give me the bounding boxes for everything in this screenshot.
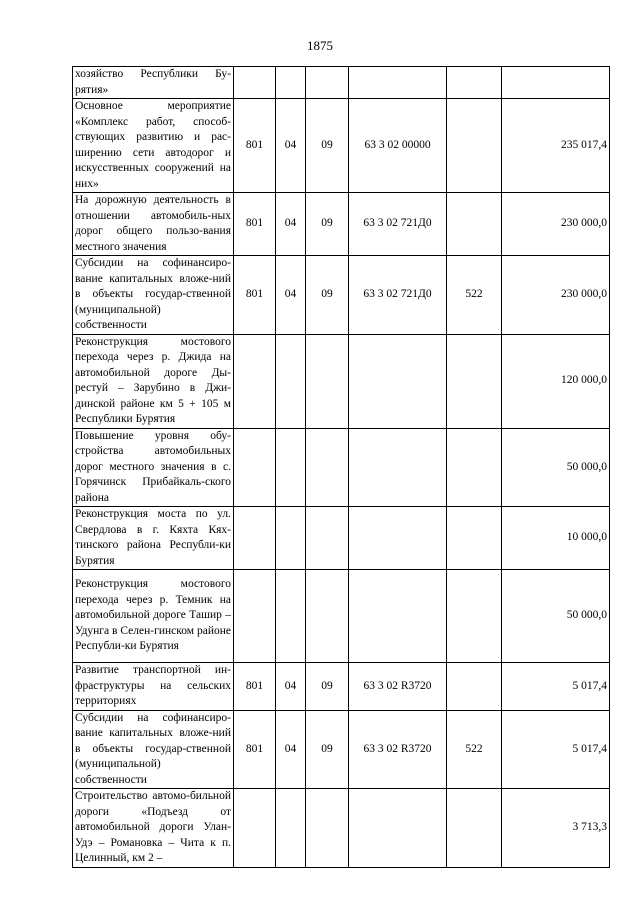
subsection-code: 09 (306, 99, 349, 193)
section-code (276, 334, 306, 428)
row-description: Строительство автомо-бильной дороги «Подъезд от автомобильной дороги Улан-Удэ – Романовка – Чита к п. Целинный, км 2 – (73, 789, 234, 868)
admin-code (234, 428, 276, 507)
row-description: Развитие транспортной ин-фраструктуры на сельских территориях (73, 663, 234, 711)
budget-table (72, 66, 610, 868)
row-description: Субсидии на софинансиро-вание капитальных вложе-ний в объекты государ-ственной (муниципальной) собственности (73, 256, 234, 335)
row-description: хозяйство Республики Бу-рятия» (73, 67, 234, 99)
expense-type (447, 507, 502, 570)
row-description: Основное мероприятие «Комплекс работ, способ-ствующих развитию и рас-ширению сети автодорог и искусственных сооружений на них» (73, 99, 234, 193)
expense-type (447, 570, 502, 663)
page-number: 1875 (307, 38, 333, 53)
target-code (349, 507, 447, 570)
target-code (349, 428, 447, 507)
subsection-code (306, 570, 349, 663)
admin-code: 801 (234, 99, 276, 193)
expense-type (447, 99, 502, 193)
target-code: 63 3 02 00000 (349, 99, 447, 193)
row-description: Реконструкция моста по ул. Свердлова в г. Кяхта Кях-тинского района Республи-ки Бурятия (73, 507, 234, 570)
expense-type (447, 193, 502, 256)
amount: 230 000,0 (502, 256, 610, 335)
expense-type (447, 334, 502, 428)
admin-code: 801 (234, 193, 276, 256)
admin-code (234, 507, 276, 570)
subsection-code: 09 (306, 256, 349, 335)
section-code (276, 507, 306, 570)
amount: 5 017,4 (502, 710, 610, 789)
expense-type (447, 789, 502, 868)
admin-code (234, 334, 276, 428)
section-code: 04 (276, 663, 306, 711)
amount: 50 000,0 (502, 428, 610, 507)
admin-code: 801 (234, 256, 276, 335)
subsection-code (306, 507, 349, 570)
amount: 10 000,0 (502, 507, 610, 570)
subsection-code: 09 (306, 710, 349, 789)
target-code: 63 3 02 R3720 (349, 663, 447, 711)
amount: 5 017,4 (502, 663, 610, 711)
row-description: Реконструкция мостового перехода через р. Джида на автомобильной дороге Ды-рестуй – Зарубино в Джи-динской районе км 5 + 105 м Республики Бурятия (73, 334, 234, 428)
target-code (349, 334, 447, 428)
amount (502, 67, 610, 99)
expense-type (447, 428, 502, 507)
target-code: 63 3 02 721Д0 (349, 193, 447, 256)
subsection-code: 09 (306, 193, 349, 256)
amount: 235 017,4 (502, 99, 610, 193)
section-code: 04 (276, 256, 306, 335)
amount: 3 713,3 (502, 789, 610, 868)
row-description: Реконструкция мостового перехода через р. Темник на автомобильной дороге Ташир – Удунга в Селен-гинском районе Республи-ки Бурятия (73, 570, 234, 663)
admin-code: 801 (234, 710, 276, 789)
expense-type (447, 67, 502, 99)
subsection-code (306, 67, 349, 99)
amount: 230 000,0 (502, 193, 610, 256)
section-code: 04 (276, 193, 306, 256)
section-code: 04 (276, 710, 306, 789)
target-code (349, 67, 447, 99)
admin-code: 801 (234, 663, 276, 711)
row-description: Субсидии на софинансиро-вание капитальных вложе-ний в объекты государ-ственной (муниципальной) собственности (73, 710, 234, 789)
table-row (73, 789, 610, 868)
amount: 50 000,0 (502, 570, 610, 663)
table-row (73, 710, 610, 789)
row-description: На дорожную деятельность в отношении автомобиль-ных дорог общего пользо-вания местного значения (73, 193, 234, 256)
expense-type: 522 (447, 710, 502, 789)
table-row (73, 256, 610, 335)
expense-type (447, 663, 502, 711)
section-code (276, 428, 306, 507)
admin-code (234, 570, 276, 663)
admin-code (234, 67, 276, 99)
amount: 120 000,0 (502, 334, 610, 428)
section-code (276, 67, 306, 99)
table-row (73, 663, 610, 711)
target-code: 63 3 02 721Д0 (349, 256, 447, 335)
row-description: Повышение уровня обу-стройства автомобильных дорог местного значения в с. Горячинск Прибайкаль-ского района (73, 428, 234, 507)
subsection-code (306, 334, 349, 428)
section-code (276, 789, 306, 868)
section-code (276, 570, 306, 663)
expense-type: 522 (447, 256, 502, 335)
table-row (73, 67, 610, 99)
table-row (73, 334, 610, 428)
subsection-code (306, 428, 349, 507)
target-code: 63 3 02 R3720 (349, 710, 447, 789)
table-row (73, 428, 610, 507)
admin-code (234, 789, 276, 868)
target-code (349, 570, 447, 663)
subsection-code (306, 789, 349, 868)
table-row (73, 193, 610, 256)
target-code (349, 789, 447, 868)
subsection-code: 09 (306, 663, 349, 711)
table-row (73, 507, 610, 570)
table-row (73, 570, 610, 663)
section-code: 04 (276, 99, 306, 193)
table-row (73, 99, 610, 193)
